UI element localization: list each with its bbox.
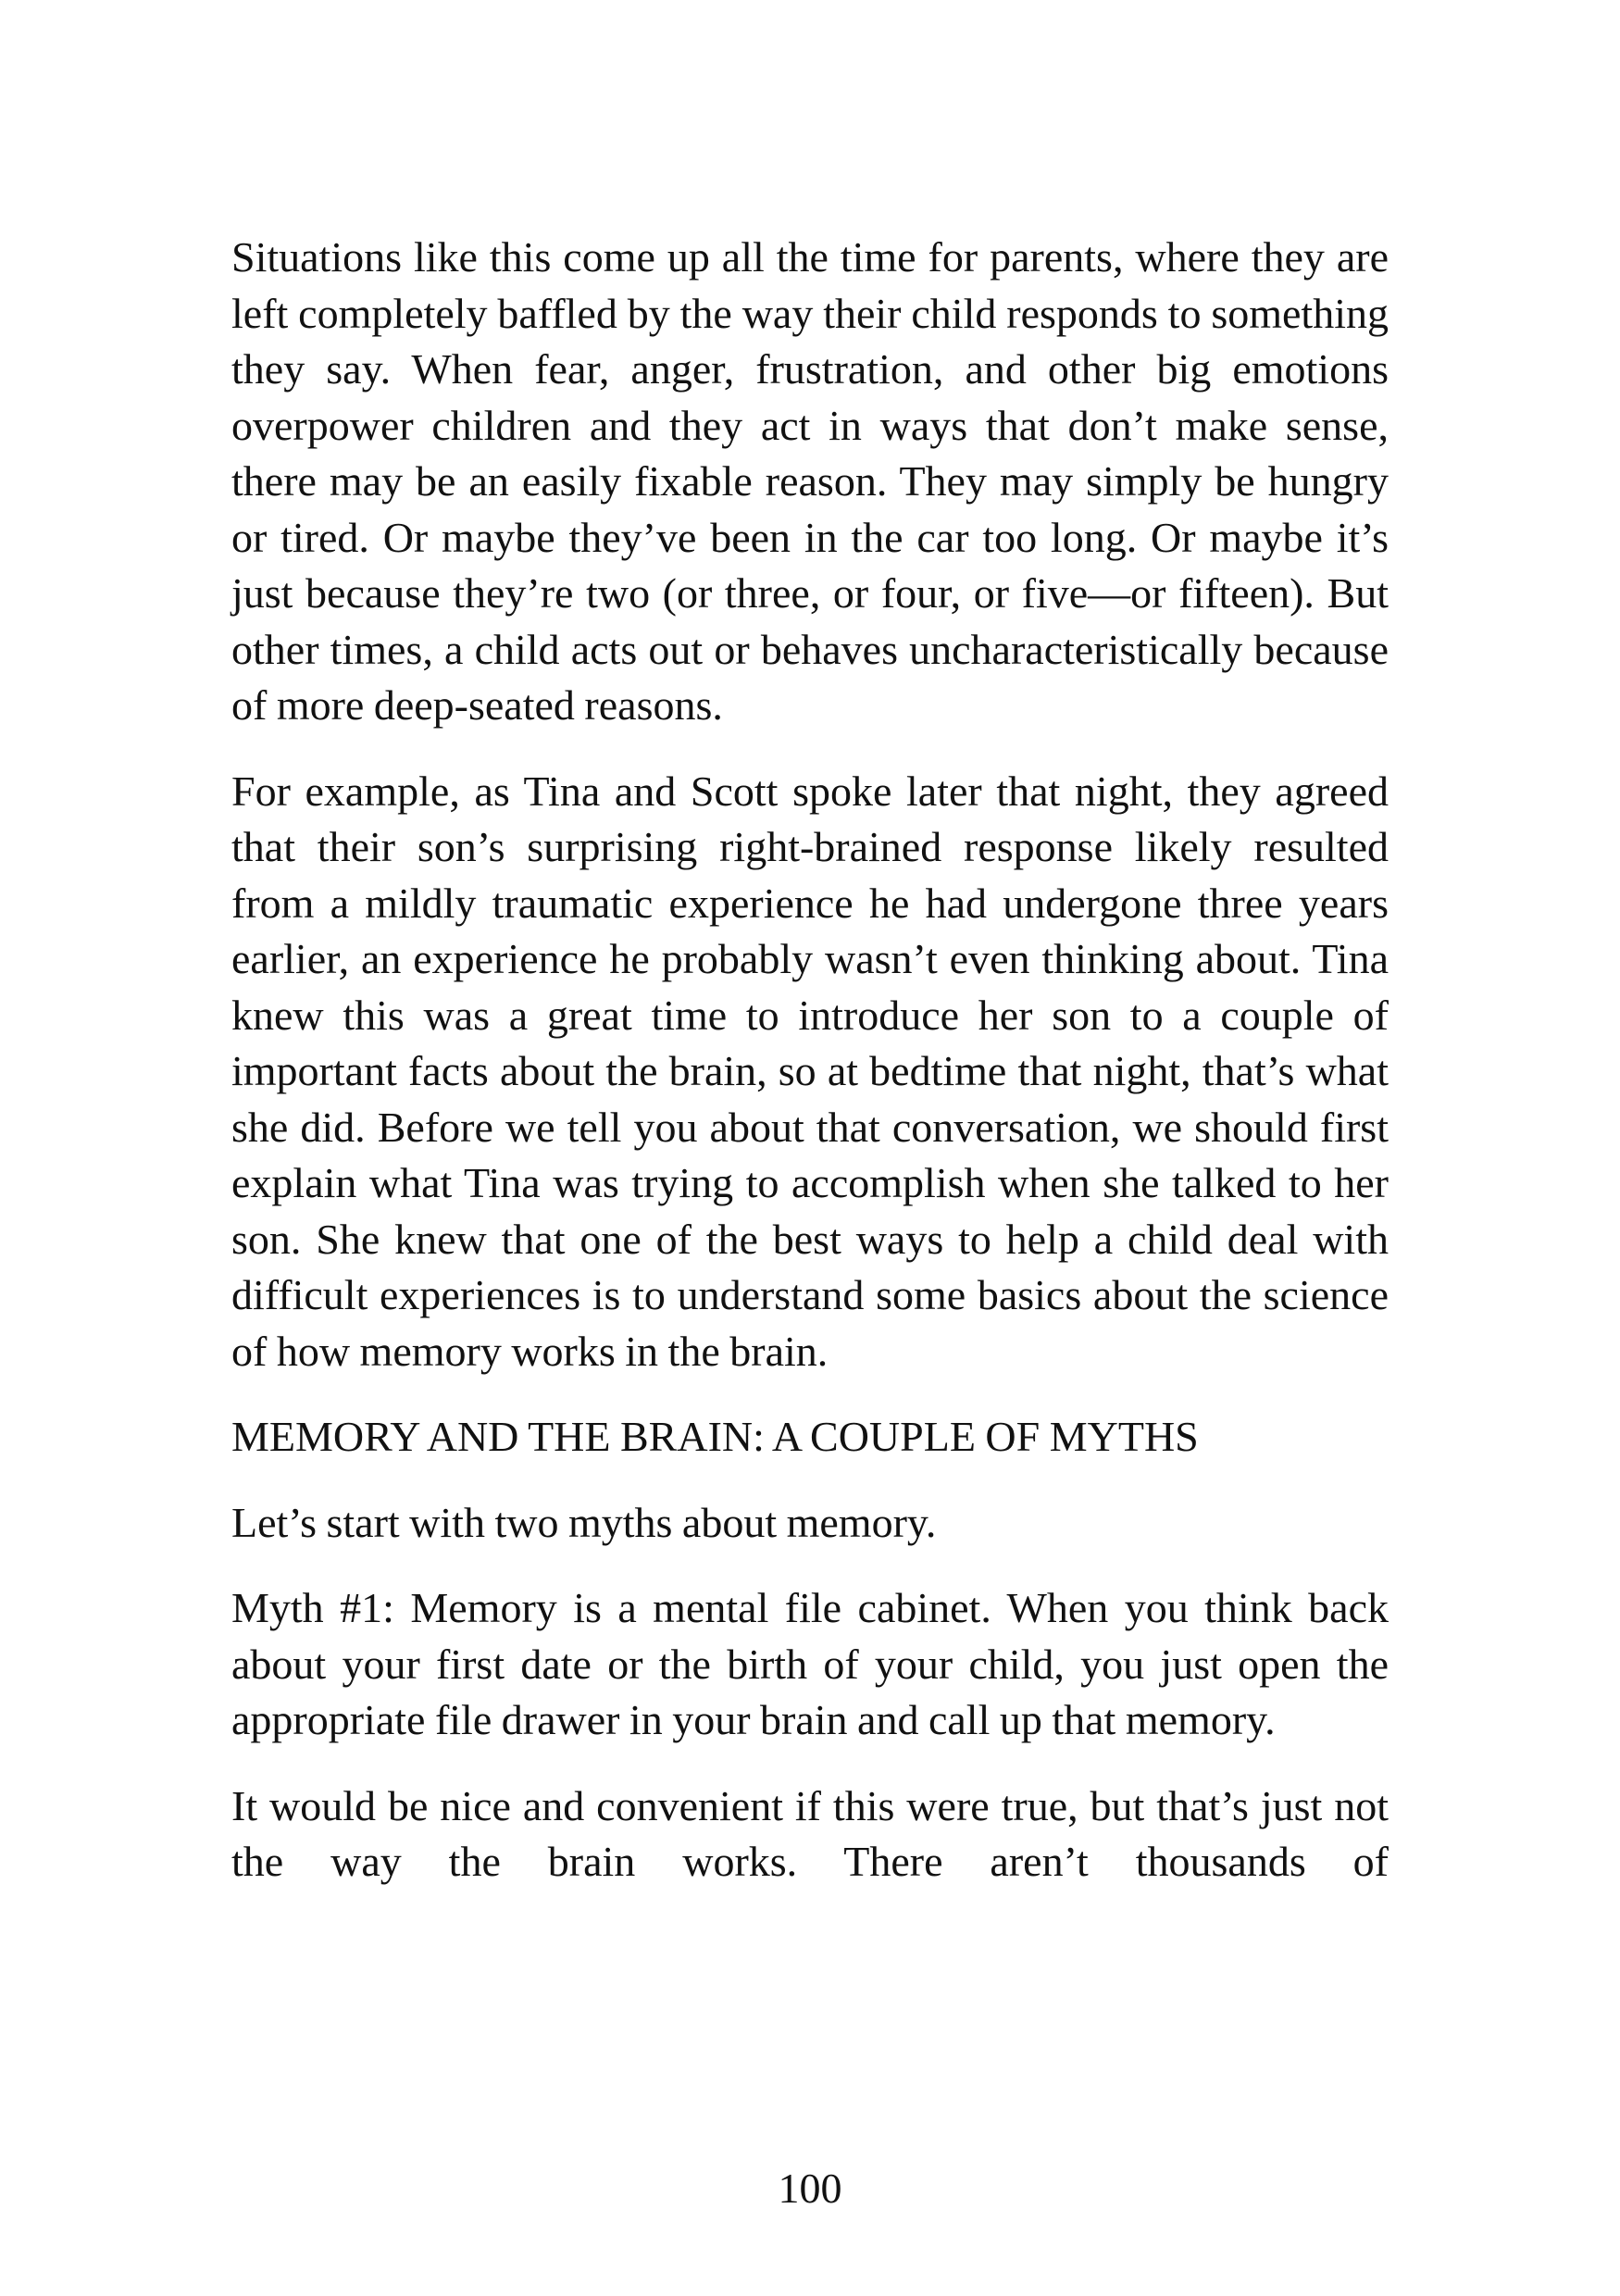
page-body (231, 230, 1389, 1920)
paragraph-it-would-be-nice: It would be nice and convenient if this were true, but that’s just not the way the brain works. There aren’t thousands of (231, 1781, 1389, 1885)
paragraph-myth-1: Myth #1: Memory is a mental file cabinet. When you think back about your first date or the birth of your child, you just open the appropriate file drawer in your brain and call up that memory. (231, 1584, 1389, 1743)
paragraph-lets-start: Let’s start with two myths about memory. (231, 1498, 937, 1546)
page-number: 100 (778, 2165, 842, 2212)
section-heading: MEMORY AND THE BRAIN: A COUPLE OF MYTHS (231, 1413, 1199, 1460)
paragraph-situations: Situations like this come up all the time for parents, where they are left completely baffled by the way their child responds to something they say. When fear, anger, frustration, and other big emotions overpower children and they act in ways that don’t make sense, there may be an easily fixable reason. They may simply be hungry or tired. Or maybe they’ve been in the car too long. Or maybe it’s just because they’re two (or three, or four, or five—or fifteen). But other times, a child acts out or behaves uncharacteristically because of more deep-seated reasons. (231, 233, 1389, 729)
paragraph-for-example: For example, as Tina and Scott spoke later that night, they agreed that their son’s surprising right-brained response likely resulted from a mildly traumatic experience he had undergone three years earlier, an experience he probably wasn’t even thinking about. Tina knew this was a great time to introduce her son to a couple of important facts about the brain, so at bedtime that night, that’s what she did. Before we tell you about that conversation, we should first explain what Tina was trying to accomplish when she talked to her son. She knew that one of the best ways to help a child deal with difficult experiences is to understand some basics about the science of how memory works in the brain. (231, 767, 1389, 1375)
